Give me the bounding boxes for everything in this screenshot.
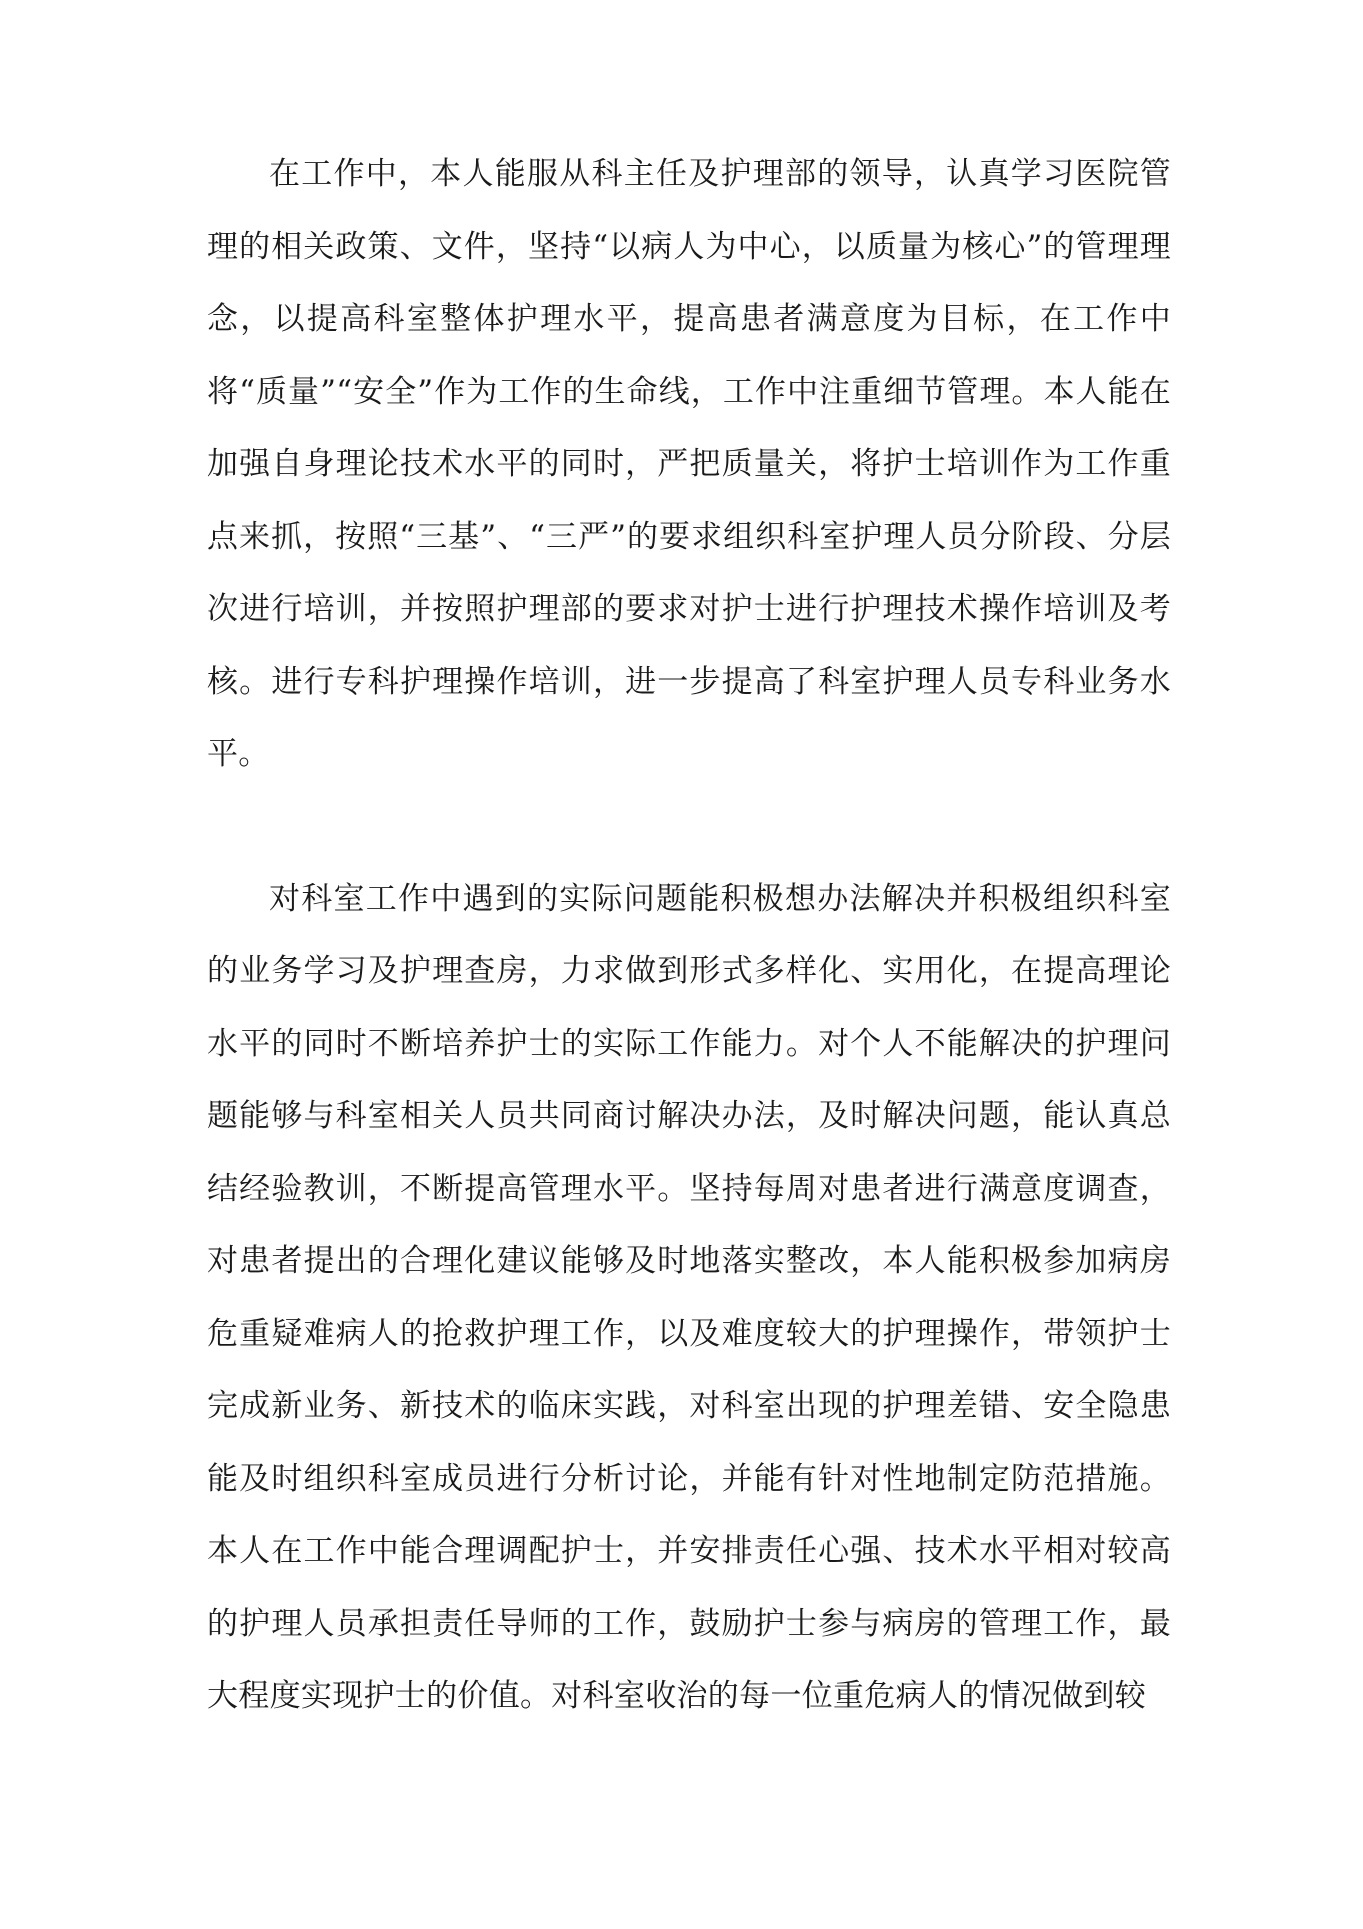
paragraph-problem-solving: 对科室工作中遇到的实际问题能积极想办法解决并积极组织科室的业务学习及护理查房，力求做到形式多样化、实用化，在提高理论水平的同时不断培养护士的实际工作能力。对个人不能解决的护理问题能够与科室相关人员共同商讨解决办法，及时解决问题，能认真总结经验教训，不断提高管理水平。坚持每周对患者进行满意度调查，对患者提出的合理化建议能够及时地落实整改，本人能积极参加病房危重疑难病人的抢救护理工作，以及难度较大的护理操作，带领护士完成新业务、新技术的临床实践，对科室出现的护理差错、安全隐患能及时组织科室成员进行分析讨论，并能有针对性地制定防范措施。本人在工作中能合理调配护士，并安排责任心强、技术水平相对较高的护理人员承担责任导师的工作，鼓励护士参与病房的管理工作，最大程度实现护士的价值。对科室收治的每一位重危病人的情况做到较 <box>207 880 1171 1714</box>
paragraph-work-management: 在工作中，本人能服从科主任及护理部的领导，认真学习医院管理的相关政策、文件，坚持“以病人为中心，以质量为核心”的管理理念，以提高科室整体护理水平，提高患者满意度为目标，在工作中将“质量”“安全”作为工作的生命线，工作中注重细节管理。本人能在加强自身理论技术水平的同时，严把质量关，将护士培训作为工作重点来抓，按照“三基”、“三严”的要求组织科室护理人员分阶段、分层次进行培训，并按照护理部的要求对护士进行护理技术操作培训及考核。进行专科护理操作培训，进一步提高了科室护理人员专科业务水平。 <box>207 156 1171 772</box>
